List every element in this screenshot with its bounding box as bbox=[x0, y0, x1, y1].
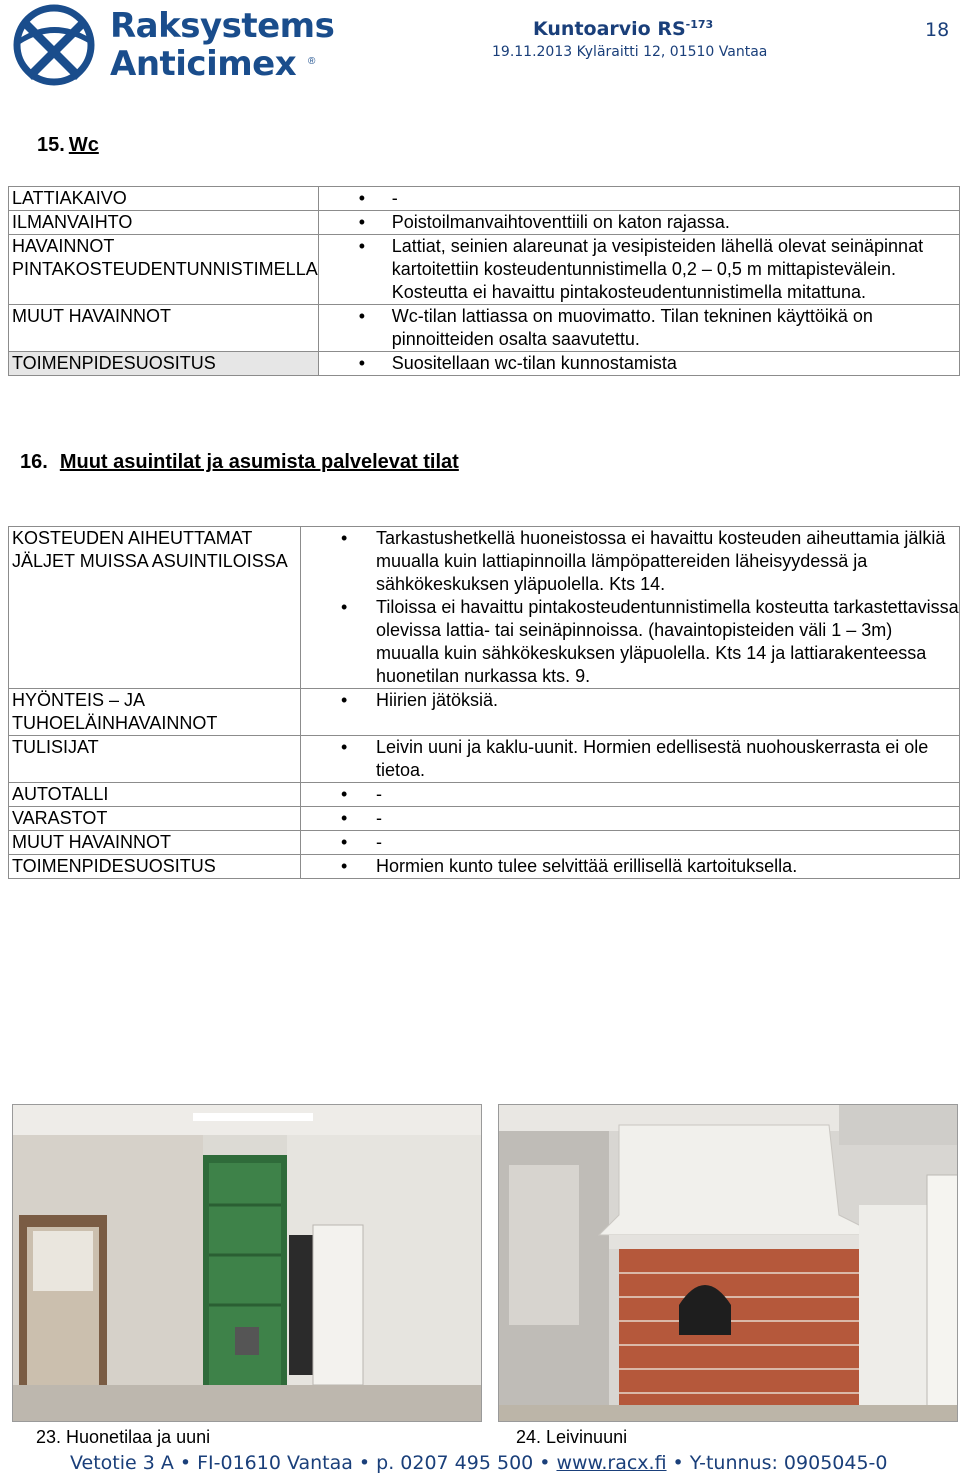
table-row bbox=[9, 305, 960, 352]
report-title: Kuntoarvio $RS^{-173}$ bbox=[533, 18, 714, 40]
finding-bullet-item: • Lattiat, seinien alareunat ja vesipisteiden lähellä olevat seinäpinnat kartoitettiin kosteudentunnistimella 0,2 – 0,5 m mittapistevälein. Kosteutta ei havaittu pintakosteudentunnistimella mitattuna. bbox=[319, 235, 959, 304]
finding-bullet-item: • Suositellaan wc-tilan kunnostamista bbox=[319, 352, 959, 375]
finding-bullet-item: • Hormien kunto tulee selvittää erillisellä kartoituksella. bbox=[301, 855, 959, 878]
footer-separator-dot: • bbox=[179, 1452, 192, 1474]
row-label: TULISIJAT bbox=[9, 736, 301, 783]
section-15-rows bbox=[9, 187, 960, 376]
row-findings bbox=[301, 527, 960, 689]
section-15-table bbox=[8, 186, 960, 376]
table-row bbox=[9, 187, 960, 211]
finding-bullet-item: • - bbox=[301, 807, 959, 830]
section-15-number: 15. bbox=[37, 134, 65, 156]
row-findings bbox=[301, 689, 960, 736]
footer-business-id: Y-tunnus: 0905045-0 bbox=[689, 1452, 888, 1474]
row-findings bbox=[318, 187, 959, 211]
footer-separator-dot: • bbox=[539, 1452, 551, 1474]
row-findings bbox=[301, 807, 960, 831]
table-row bbox=[9, 352, 960, 376]
row-findings bbox=[301, 783, 960, 807]
photo-room-and-tiled-stove bbox=[12, 1104, 482, 1422]
row-findings bbox=[318, 235, 959, 305]
row-label: HAVAINNOT PINTAKOSTEUDENTUNNISTIMELLA bbox=[9, 235, 319, 305]
table-row bbox=[9, 783, 960, 807]
row-findings bbox=[301, 736, 960, 783]
finding-bullet-item: • - bbox=[319, 187, 959, 210]
footer-website-link[interactable]: www.racx.fi bbox=[556, 1452, 667, 1474]
row-label: TOIMENPIDESUOSITUS bbox=[9, 855, 301, 879]
finding-bullet-item: • Wc-tilan lattiassa on muovimatto. Tilan tekninen käyttöikä on pinnoitteiden osalta saavutettu. bbox=[319, 305, 959, 351]
section-16-number: 16. bbox=[20, 451, 48, 473]
logo-emblem-icon bbox=[6, 4, 106, 86]
row-findings bbox=[318, 352, 959, 376]
finding-bullet-item: • Hiirien jätöksiä. bbox=[301, 689, 959, 712]
footer-separator-dot: • bbox=[358, 1452, 371, 1474]
report-number: -173 bbox=[685, 18, 714, 31]
row-findings bbox=[301, 855, 960, 879]
finding-bullet-item: • Tiloissa ei havaittu pintakosteudentunnistimella kosteutta tarkastettavissa olevissa lattia- tai seinäpinnoissa. (havaintopisteiden väli 1 – 3m) muualla kuin sähkökeskuksen yläpuolella. Kts 14 ja lattiarakenteessa huonetilan nurkassa kts. 9. bbox=[301, 596, 959, 688]
row-label: TOIMENPIDESUOSITUS bbox=[9, 352, 319, 376]
table-row bbox=[9, 807, 960, 831]
footer-separator-dot: • bbox=[672, 1452, 684, 1474]
finding-bullet-item: • Leivin uuni ja kaklu-uunit. Hormien edellisestä nuohouskerrasta ei ole tietoa. bbox=[301, 736, 959, 782]
section-16-table bbox=[8, 526, 960, 879]
row-label: VARASTOT bbox=[9, 807, 301, 831]
page-number: 18 bbox=[925, 19, 950, 41]
finding-bullet-item: • - bbox=[301, 831, 959, 854]
table-row bbox=[9, 736, 960, 783]
room-stove-image bbox=[13, 1105, 482, 1422]
photo-23-caption: 23. Huonetilaa ja uuni bbox=[36, 1427, 211, 1447]
row-label: ILMANVAIHTO bbox=[9, 211, 319, 235]
table-row bbox=[9, 855, 960, 879]
section-15-title: Wc bbox=[68, 134, 99, 156]
page-footer bbox=[70, 1452, 888, 1474]
row-label: KOSTEUDEN AIHEUTTAMAT JÄLJET MUISSA ASUINTILOISSA bbox=[9, 527, 301, 689]
section-16-title: Muut asuintilat ja asumista palvelevat tilat bbox=[59, 451, 459, 473]
section-16-rows bbox=[9, 527, 960, 879]
row-findings bbox=[318, 211, 959, 235]
row-label: HYÖNTEIS – JA TUHOELÄINHAVAINNOT bbox=[9, 689, 301, 736]
section-15-heading bbox=[37, 134, 99, 157]
section-16-heading bbox=[20, 451, 459, 474]
table-row bbox=[9, 235, 960, 305]
table-row bbox=[9, 527, 960, 689]
photo-baking-oven bbox=[498, 1104, 958, 1422]
table-row bbox=[9, 689, 960, 736]
footer-phone: p. 0207 495 500 bbox=[376, 1452, 534, 1474]
row-label: AUTOTALLI bbox=[9, 783, 301, 807]
footer-address: Vetotie 3 A bbox=[70, 1452, 174, 1474]
row-findings bbox=[301, 831, 960, 855]
row-label: MUUT HAVAINNOT bbox=[9, 831, 301, 855]
brand-name-line2: Anticimex bbox=[110, 44, 297, 84]
row-label: MUUT HAVAINNOT bbox=[9, 305, 319, 352]
finding-bullet-item: • Poistoilmanvaihtoventtiili on katon rajassa. bbox=[319, 211, 959, 234]
company-logo bbox=[6, 4, 335, 86]
report-meta: 19.11.2013 Kyläraitti 12, 01510 Vantaa bbox=[492, 44, 768, 60]
brand-name-line1: Raksystems bbox=[110, 6, 335, 46]
row-label: LATTIAKAIVO bbox=[9, 187, 319, 211]
footer-city: FI-01610 Vantaa bbox=[197, 1452, 353, 1474]
table-row bbox=[9, 211, 960, 235]
baking-oven-image bbox=[499, 1105, 958, 1422]
finding-bullet-item: • - bbox=[301, 783, 959, 806]
row-findings bbox=[318, 305, 959, 352]
photo-24-caption: 24. Leivinuuni bbox=[516, 1427, 628, 1447]
finding-bullet-item: • Tarkastushetkellä huoneistossa ei havaittu kosteuden aiheuttamia jälkiä muualla kuin lattiapinnoilla lämpöpattereiden läheisyydessä ja sähkökeskuksen yläpuolella. Kts 14. bbox=[301, 527, 959, 596]
table-row bbox=[9, 831, 960, 855]
registered-mark: ® bbox=[308, 56, 316, 67]
